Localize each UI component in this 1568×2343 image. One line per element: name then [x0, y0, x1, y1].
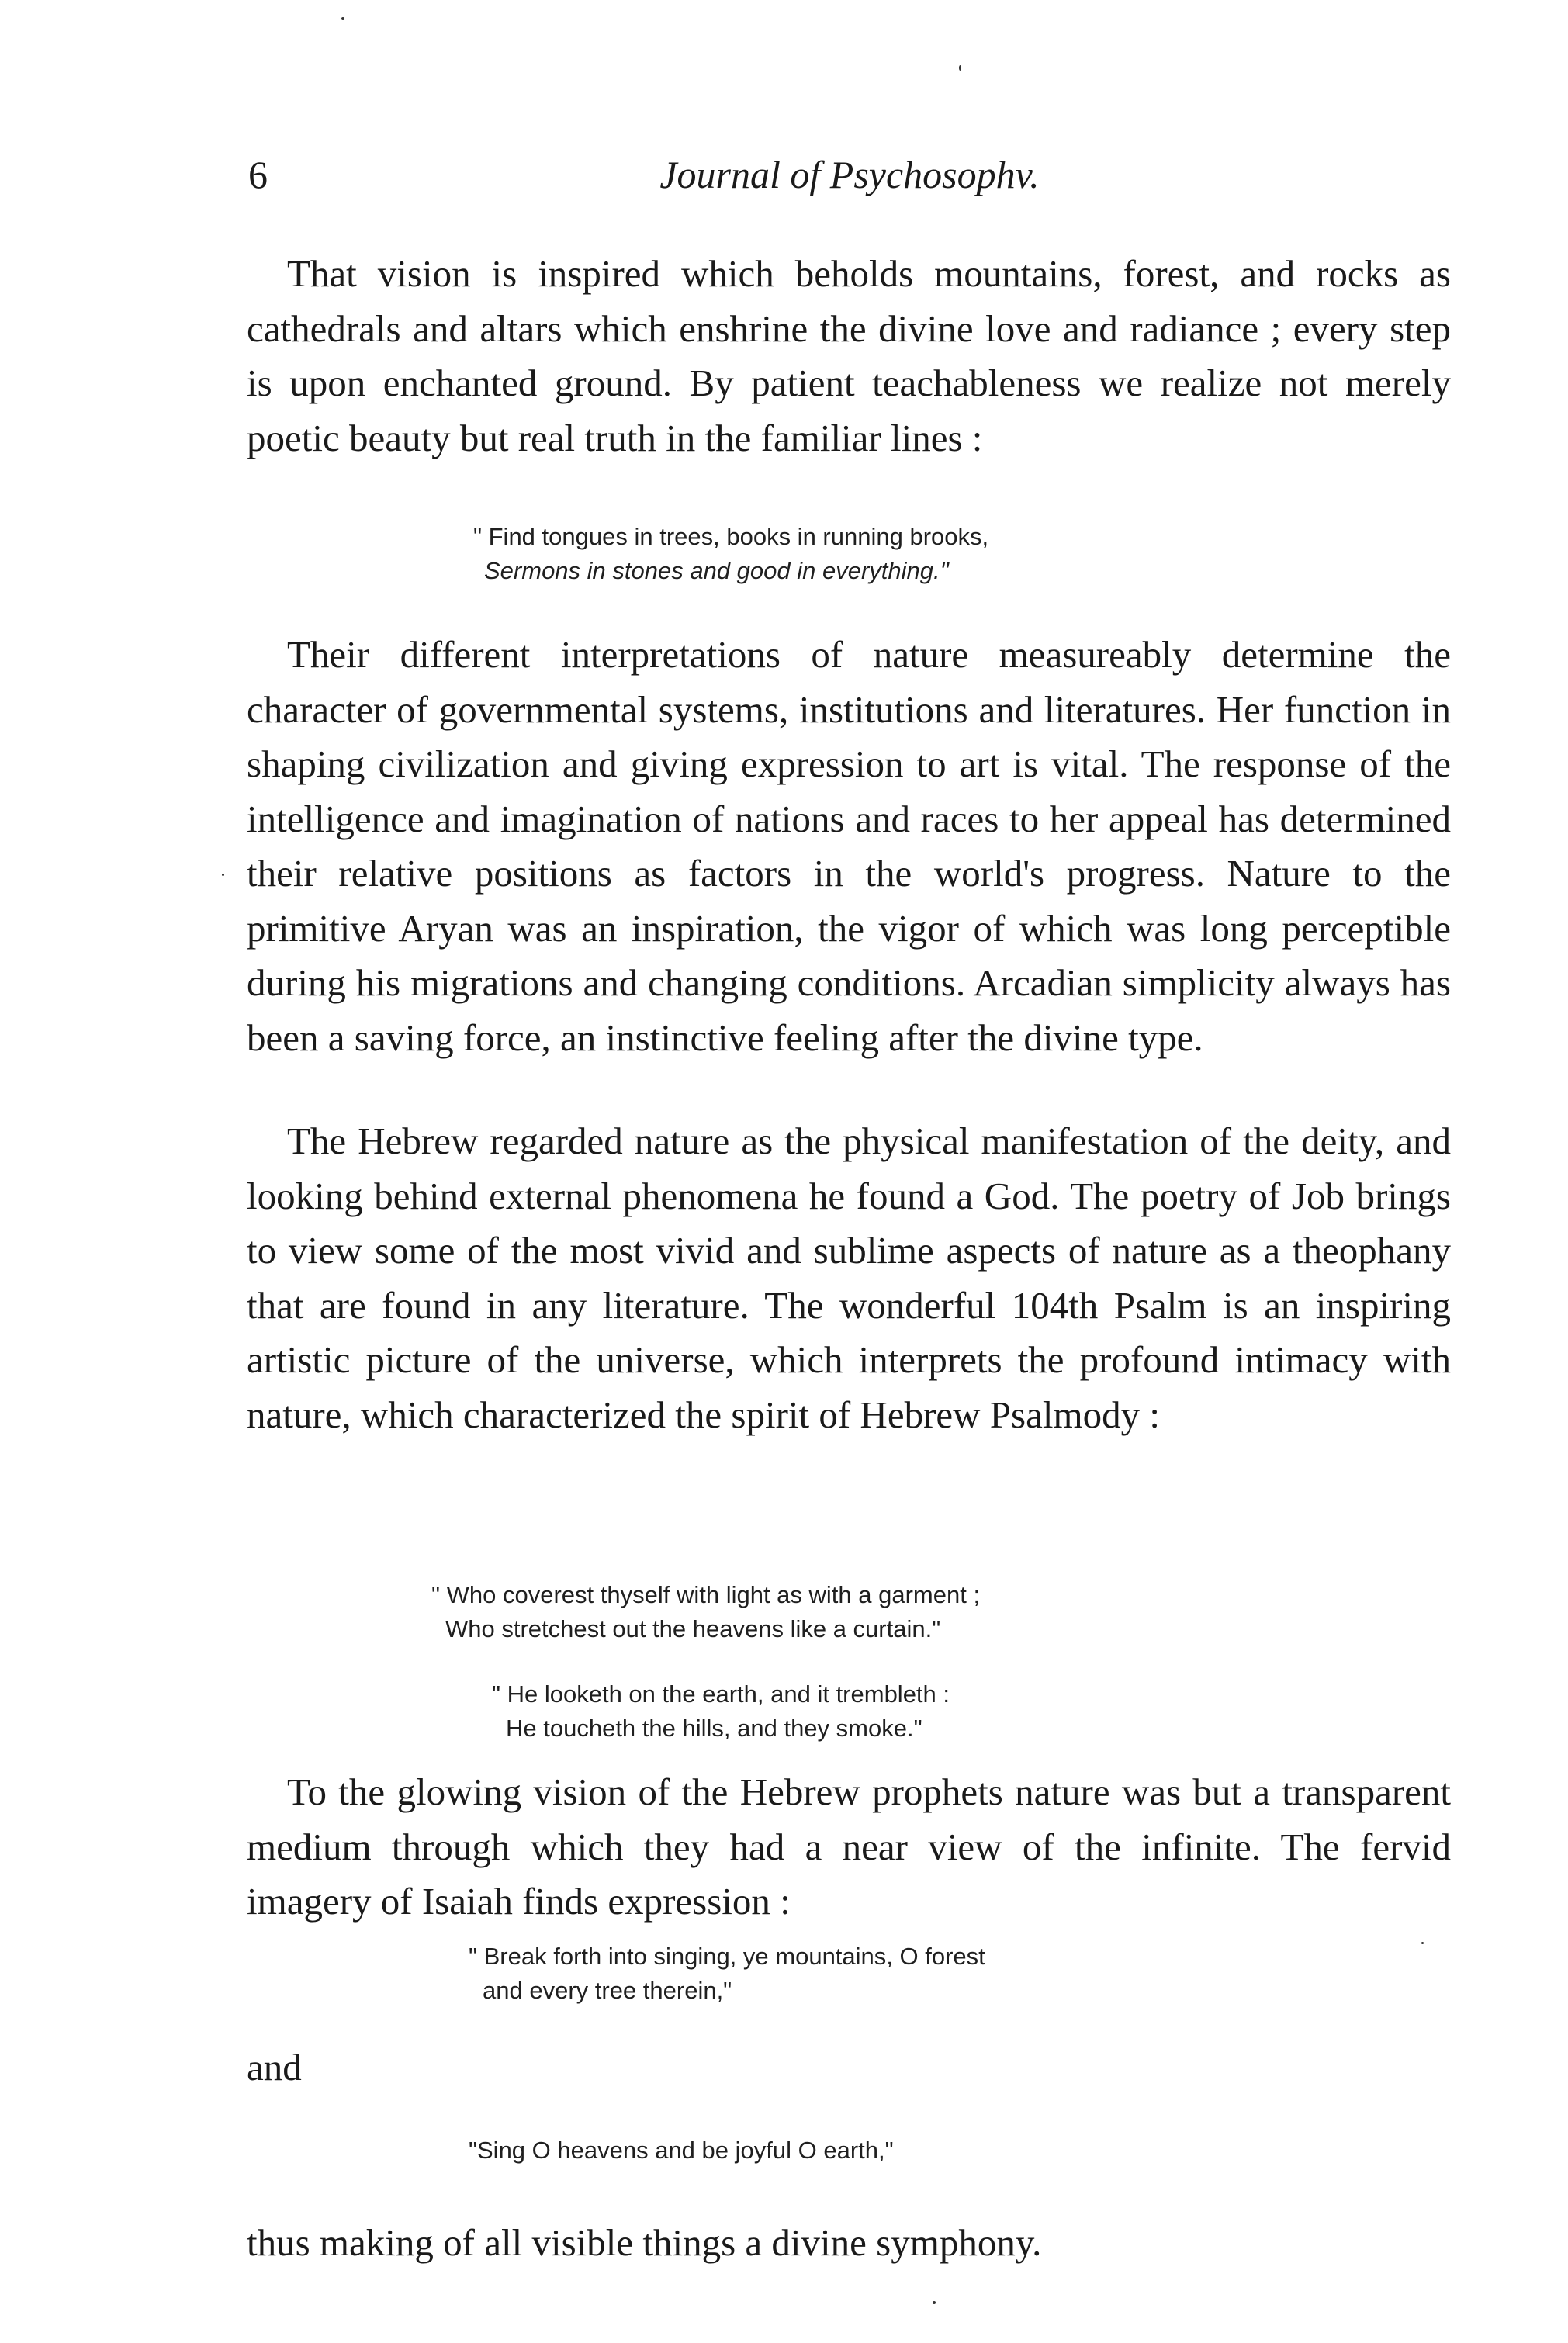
quote-psalm-b: [492, 1677, 1268, 1746]
quote-line: "Sing O heavens and be joyful O earth,": [469, 2137, 894, 2164]
print-speck: [222, 874, 224, 876]
quote-line: Sermons in stones and good in everything.": [484, 557, 949, 584]
print-speck: [959, 65, 961, 71]
quote-line: " Break forth into singing, ye mountains, O forest: [469, 1943, 985, 1970]
quote-shakespeare: [473, 520, 1249, 588]
print-speck: [341, 17, 344, 20]
quote-line: He toucheth the hills, and they smoke.": [506, 1715, 922, 1742]
paragraph-interpretations: Their different interpretations of nature measureably determine the character of governmental systems, institutions and literatures. Her function in shaping civilization and giving expression to art is vital. The response of the intelligence and imagination of nations and races to her appeal has determined their relative positions as factors in the world's progress. Nature to the primitive Aryan was an inspiration, the vigor of which was long perceptible during his migrations and changing conditions. Arcadian simplicity always has been a saving force, an instinctive feeling after the divine type.: [247, 633, 1451, 1059]
print-speck: [1421, 1942, 1424, 1944]
print-speck: [933, 2301, 936, 2304]
quote-isaiah-b: [469, 2134, 1283, 2168]
quote-line: Who stretchest out the heavens like a curtain.": [445, 1615, 941, 1642]
paragraph-hebrew: The Hebrew regarded nature as the physical manifestation of the deity, and looking behind external phenomena he found a God. The poetry of Job brings to view some of the most vivid and sublime aspects of nature as a theophany that are found in any literature. The wonderful 104th Psalm is an inspiring artistic picture of the universe, which interprets the profound intimacy with nature, which characterized the spirit of Hebrew Psalmody :: [247, 1120, 1451, 1436]
running-title: Journal of Psychosophv.: [659, 153, 1040, 196]
quote-line: " Find tongues in trees, books in running brooks,: [473, 523, 989, 550]
paragraph-prophets: To the glowing vision of the Hebrew prophets nature was but a transparent medium through which they had a near view of the infinite. The fervid imagery of Isaiah finds expression :: [247, 1770, 1451, 1923]
closing-line: thus making of all visible things a divine symphony.: [247, 2221, 1042, 2264]
quote-line: " Who coverest thyself with light as with a garment ;: [431, 1581, 981, 1608]
paragraph-vision: That vision is inspired which beholds mountains, forest, and rocks as cathedrals and altars which enshrine the divine love and radiance ; every step is upon enchanted ground. By patient teachableness we realize not merely poetic beauty but real truth in the familiar lines :: [247, 252, 1451, 459]
page-number: 6: [248, 153, 268, 196]
quote-line: " He looketh on the earth, and it trembleth :: [492, 1680, 950, 1708]
page-header: [248, 152, 1451, 206]
quote-line: and every tree therein,": [483, 1977, 732, 2004]
connector-word: and: [247, 2046, 302, 2089]
quote-isaiah-a: [469, 1940, 1283, 2008]
quote-psalm-a: [431, 1578, 1285, 1646]
